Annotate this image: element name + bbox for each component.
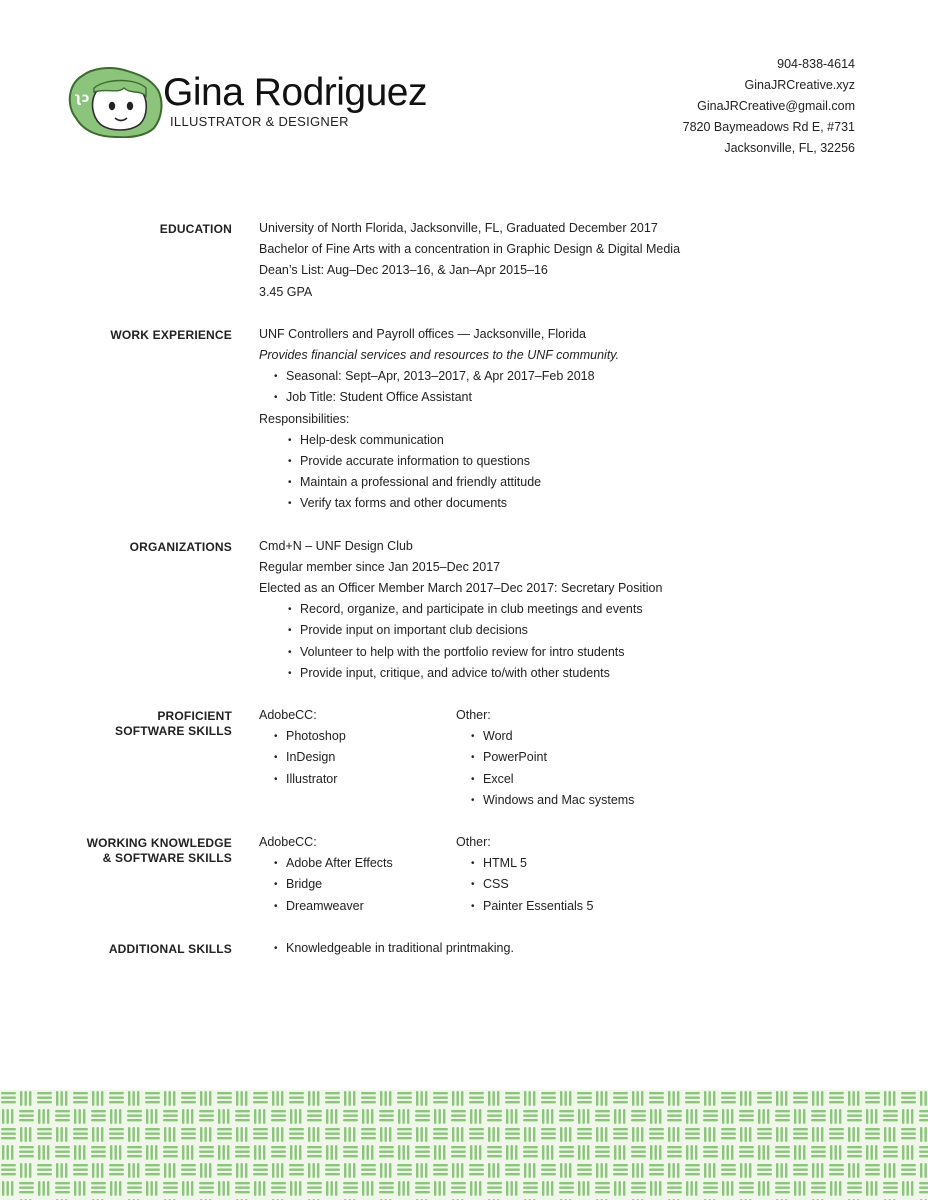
applicant-name: Gina Rodriguez <box>163 71 427 114</box>
section-additional-skills <box>0 938 928 959</box>
list-item: • Word <box>456 726 653 747</box>
list-item: • Photoshop <box>259 726 456 747</box>
list-item: • Windows and Mac systems <box>456 790 653 811</box>
column-title: Other: <box>456 835 491 850</box>
employer-description: Provides financial services and resources to the UNF community. <box>259 348 620 363</box>
contact-phone: 904-838-4614 <box>777 57 855 71</box>
list-item: • Provide input, critique, and advice to/with other students <box>259 663 928 684</box>
responsibilities-label: Responsibilities: <box>259 411 350 426</box>
organization-line: Regular member since Jan 2015–Dec 2017 <box>259 559 501 574</box>
section-work-experience <box>0 324 928 515</box>
list-item: • Seasonal: Sept–Apr, 2013–2017, & Apr 2017–Feb 2018 <box>259 366 928 387</box>
contact-city: Jacksonville, FL, 32256 <box>724 141 855 155</box>
section-organizations <box>0 536 928 684</box>
list-item: • Dreamweaver <box>259 896 456 917</box>
section-label: EDUCATION <box>159 222 232 236</box>
list-item: • Provide input on important club decisions <box>259 620 928 641</box>
list-item: • Help-desk communication <box>259 430 928 451</box>
list-item: • Adobe After Effects <box>259 853 456 874</box>
list-item: • Bridge <box>259 874 456 895</box>
education-line: Bachelor of Fine Arts with a concentration in Graphic Design & Digital Media <box>259 242 681 257</box>
section-label: ADDITIONAL SKILLS <box>108 941 232 956</box>
organization-line: Cmd+N – UNF Design Club <box>259 538 413 553</box>
contact-street: 7820 Baymeadows Rd E, #731 <box>682 120 855 134</box>
column-title: AdobeCC: <box>259 835 317 850</box>
organization-line: Elected as an Officer Member March 2017–Dec 2017: Secretary Position <box>259 581 663 596</box>
list-item: • InDesign <box>259 747 456 768</box>
list-item: • CSS <box>456 874 653 895</box>
column-title: Other: <box>456 708 491 723</box>
list-item: • Knowledgeable in traditional printmaking. <box>259 938 928 959</box>
list-item: • Job Title: Student Office Assistant <box>259 387 928 408</box>
column-title: AdobeCC: <box>259 708 317 723</box>
contact-block <box>683 54 855 159</box>
section-education <box>0 218 928 303</box>
list-item: • Maintain a professional and friendly attitude <box>259 472 928 493</box>
list-item: • Excel <box>456 769 653 790</box>
decorative-pattern-footer <box>0 1090 928 1200</box>
section-label: ORGANIZATIONS <box>129 539 232 554</box>
employer: UNF Controllers and Payroll offices — Jacksonville, Florida <box>259 326 586 341</box>
list-item: • PowerPoint <box>456 747 653 768</box>
section-label: PROFICIENT SOFTWARE SKILLS <box>115 709 232 739</box>
resume-header <box>0 0 928 180</box>
education-line: 3.45 GPA <box>259 284 313 299</box>
section-label: WORKING KNOWLEDGE & SOFTWARE SKILLS <box>86 836 232 866</box>
list-item: • Volunteer to help with the portfolio review for intro students <box>259 642 928 663</box>
mascot-logo-icon <box>66 66 166 138</box>
section-proficient-skills <box>0 705 928 811</box>
resume-body <box>0 218 928 980</box>
list-item: • Painter Essentials 5 <box>456 896 653 917</box>
applicant-title: ILLUSTRATOR & DESIGNER <box>170 114 349 129</box>
list-item: • Record, organize, and participate in club meetings and events <box>259 599 928 620</box>
list-item: • Provide accurate information to questions <box>259 451 928 472</box>
list-item: • Verify tax forms and other documents <box>259 493 928 514</box>
contact-website: GinaJRCreative.xyz <box>744 78 855 92</box>
svg-text:ʅɔ: ʅɔ <box>74 91 90 106</box>
list-item: • Illustrator <box>259 769 456 790</box>
education-line: Dean’s List: Aug–Dec 2013–16, & Jan–Apr 2015–16 <box>259 263 548 278</box>
education-line: University of North Florida, Jacksonville, FL, Graduated December 2017 <box>259 221 658 235</box>
section-working-knowledge <box>0 832 928 917</box>
section-label: WORK EXPERIENCE <box>110 327 232 342</box>
contact-email: GinaJRCreative@gmail.com <box>697 99 855 113</box>
list-item: • HTML 5 <box>456 853 653 874</box>
